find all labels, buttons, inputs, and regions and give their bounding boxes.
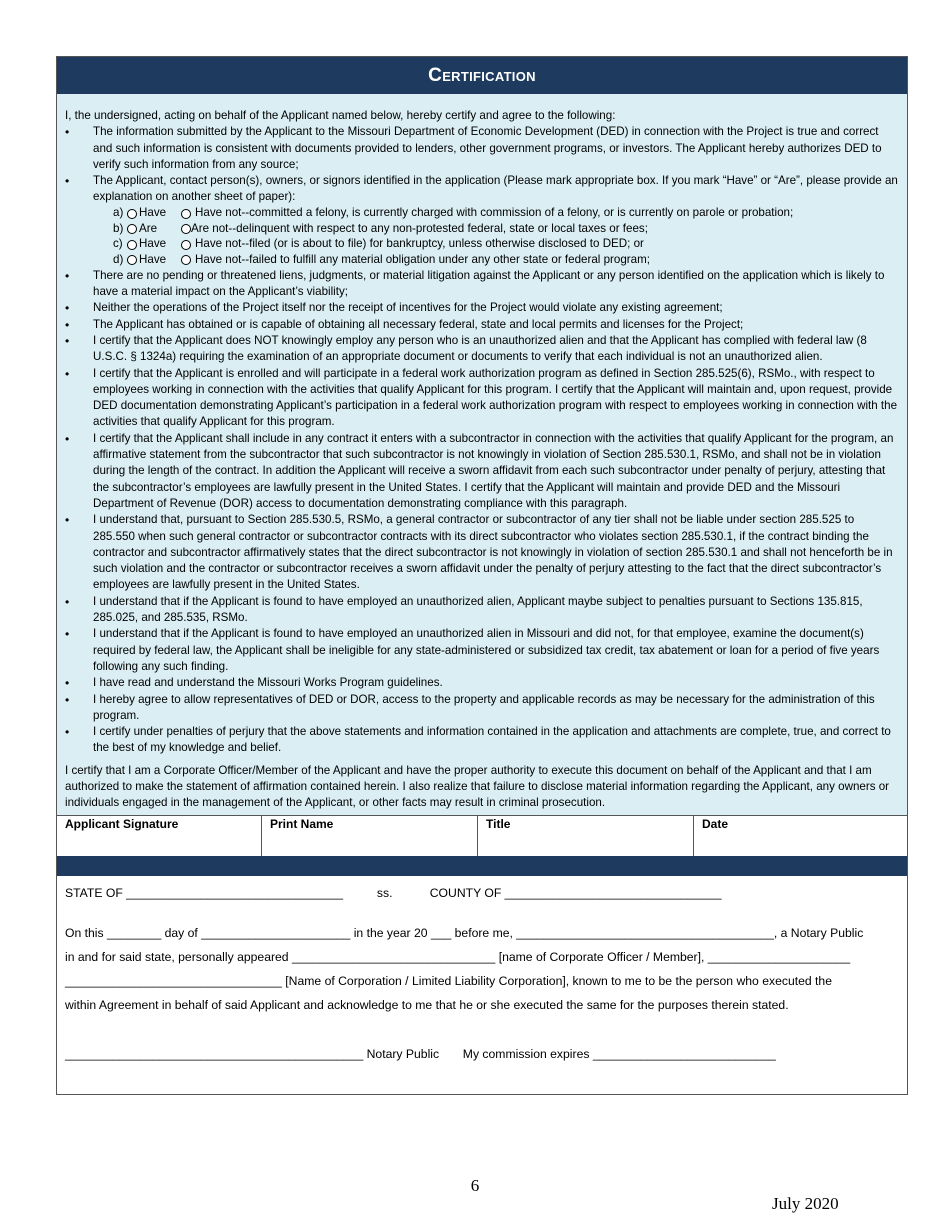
radio-are-not-delinquent[interactable] (181, 224, 191, 234)
choice-row-c (113, 237, 899, 253)
signature-row (57, 815, 907, 856)
certification-title: Certification (57, 57, 907, 94)
radio-are-delinquent[interactable] (127, 224, 137, 234)
list-item: • I certify that the Applicant does NOT knowingly employ any person who is an unauthorized alien and that the Applicant has complied with federal law (8 U.S.C. § 1324a) requiring the examination of an appropriate document or documents to verify that each individual is not an unauthorized alien. (65, 333, 899, 366)
list-item: • I certify that the Applicant is enrolled and will participate in a federal work authorization program as defined in Section 285.525(6), RSMo., with respect to employees working in connection with the activities that qualify Applicant for this program. I certify that the Applicant will maintain and, upon request, provide DED documentation demonstrating Applicant’s participation in a federal work authorization program with respect to employees working in connection with the activities that qualify Applicant for this program. (65, 366, 899, 431)
list-item-text: The Applicant, contact person(s), owners, or signors identified in the application (Please mark appropriate box. If you mark “Have” or “Are”, please provide an explanation on another sheet of paper): (93, 174, 898, 204)
date-field[interactable]: Date (702, 816, 729, 831)
certification-list-continued (65, 268, 899, 757)
list-item: • The Applicant has obtained or is capable of obtaining all necessary federal, state and local permits and licenses for the Project; (65, 317, 899, 333)
list-item: • I certify under penalties of perjury that the above statements and information contained in the application and attachments are complete, true, and correct to the best of my knowledge and belief. (65, 724, 899, 757)
choice-letter: a) (113, 206, 124, 220)
choice-letter: b) (113, 221, 124, 235)
list-item (65, 173, 899, 206)
radio-label: Have (139, 206, 167, 220)
radio-have-not-bankruptcy[interactable] (181, 240, 191, 250)
notary-line[interactable]: On this ________ day of ______________________ in the year 20 ___ before me, ______________________________________, a Notary Public (65, 925, 864, 940)
choice-row-b (113, 221, 899, 237)
radio-have-bankruptcy[interactable] (127, 240, 137, 250)
closing-statement: I certify that I am a Corporate Officer/Member of the Applicant and have the proper authority to execute this document on behalf of the Applicant and that I am authorized to make the statement of affirmation contained herein. I also realize that failure to disclose material information regarding the Applicant, any owners or individuals engaged in the management of the Applicant, or other facts may result in criminal prosecution. (65, 763, 890, 810)
radio-have-not-failed[interactable] (181, 255, 191, 265)
list-item: • I understand that, pursuant to Section 285.530.5, RSMo, a general contractor or subcontractor of any tier shall not be liable under section 285.525 to 285.550 when such general contractor or subcontractor contracts with its direct subcontractor who violates section 285.530.1, if the contract binding the contractor and subcontractor affirmatively states that the direct subcontractor is not knowingly in violation of section 285.530.1 and shall not henceforth be in such violation and the contractor or subcontractor receives a sworn affidavit under the penalty of perjury attesting to the fact that the direct subcontractor’s employees are lawfully present in the United States. (65, 512, 899, 593)
certification-form (56, 56, 908, 1095)
list-item: • I understand that if the Applicant is found to have employed an unauthorized alien in Missouri and did not, for that employee, examine the document(s) required by federal law, the Applicant shall be ineligible for any state-administered or subsidized tax credit, tax abatement or loan for a period of five years following any such finding. (65, 626, 899, 675)
title-field[interactable]: Title (478, 816, 694, 856)
radio-label: Have (139, 237, 167, 251)
choice-row-a (113, 206, 899, 222)
radio-label: Have not--filed (or is about to file) for bankruptcy, unless otherwise disclosed to DED; or (195, 237, 644, 251)
list-item: • The information submitted by the Applicant to the Missouri Department of Economic Development (DED) in connection with the Project is true and correct and such information is consistent with documents provided to lenders, other government programs, or investors. The Applicant hereby authorizes DED to verify such information from any source; (65, 124, 899, 173)
notary-line[interactable]: ________________________________ [Name of Corporation / Limited Liability Corporation], known to me to be the person who executed the (65, 973, 832, 988)
choice-letter: d) (113, 252, 124, 266)
list-item: • I have read and understand the Missouri Works Program guidelines. (65, 675, 899, 691)
radio-label: Are (139, 221, 158, 235)
section-divider-band (57, 856, 907, 876)
notary-section (57, 876, 907, 1094)
applicant-signature-field[interactable]: Applicant Signature (57, 816, 262, 856)
list-item: • I understand that if the Applicant is found to have employed an unauthorized alien, Applicant maybe subject to penalties pursuant to Sections 135.815, 285.025, and 285.535, RSMo. (65, 594, 899, 627)
radio-label: Are not--delinquent with respect to any non-protested federal, state or local taxes or fees; (191, 221, 648, 235)
list-item: • I certify that the Applicant shall include in any contract it enters with a subcontractor in connection with the activities that qualify Applicant for the program, an affirmative statement from the subcontractor that such subcontractor is not knowingly in violation of Section 285.530.1, RSMo, and shall not be in violation during the length of the contract. In addition the Applicant will receive a sworn affidavit from each such subcontractor under penalty of perjury, attesting that the subcontractor’s employees are lawfully present in the United States. I certify that the Applicant will maintain and provide DED and the Missouri Department of Revenue (DOR) access to documentation demonstrating compliance with this paragraph. (65, 431, 899, 512)
page-number: 6 (470, 1176, 480, 1195)
list-item: • Neither the operations of the Project itself nor the receipt of incentives for the Project would violate any existing agreement; (65, 300, 899, 316)
certification-body (57, 94, 907, 815)
intro-text: I, the undersigned, acting on behalf of the Applicant named below, hereby certify and agree to the following: (65, 109, 616, 122)
state-county-line[interactable]: STATE OF ________________________________ ss. COUNTY OF ________________________________ (65, 885, 722, 900)
certification-list (65, 124, 899, 205)
radio-label: Have not--failed to fulfill any material obligation under any other state or federal program; (195, 252, 650, 266)
radio-label: Have (139, 252, 167, 266)
notary-signature-line[interactable]: ____________________________________________ Notary Public My commission expires ___________________________ (65, 1046, 776, 1061)
choice-row-d (113, 252, 899, 268)
radio-have-felony[interactable] (127, 209, 137, 219)
notary-line[interactable]: in and for said state, personally appeared ______________________________ [name of Corporate Officer / Member], _____________________ (65, 949, 851, 964)
disclosure-choices (65, 206, 899, 268)
radio-have-failed[interactable] (127, 255, 137, 265)
radio-label: Have not--committed a felony, is currently charged with commission of a felony, or is currently on parole or probation; (195, 206, 794, 220)
notary-line: within Agreement in behalf of said Applicant and acknowledge to me that he or she executed the same for the purposes therein stated. (65, 997, 789, 1012)
radio-have-not-felony[interactable] (181, 209, 191, 219)
print-name-field[interactable]: Print Name (262, 816, 478, 856)
revision-date: July 2020 (772, 1194, 839, 1213)
list-item: • There are no pending or threatened liens, judgments, or material litigation against the Applicant or any person identified on the application which is likely to have a material impact on the Applicant’s viability; (65, 268, 899, 301)
list-item: • I hereby agree to allow representatives of DED or DOR, access to the property and applicable records as may be necessary for the administration of this program. (65, 692, 899, 725)
choice-letter: c) (113, 237, 123, 251)
